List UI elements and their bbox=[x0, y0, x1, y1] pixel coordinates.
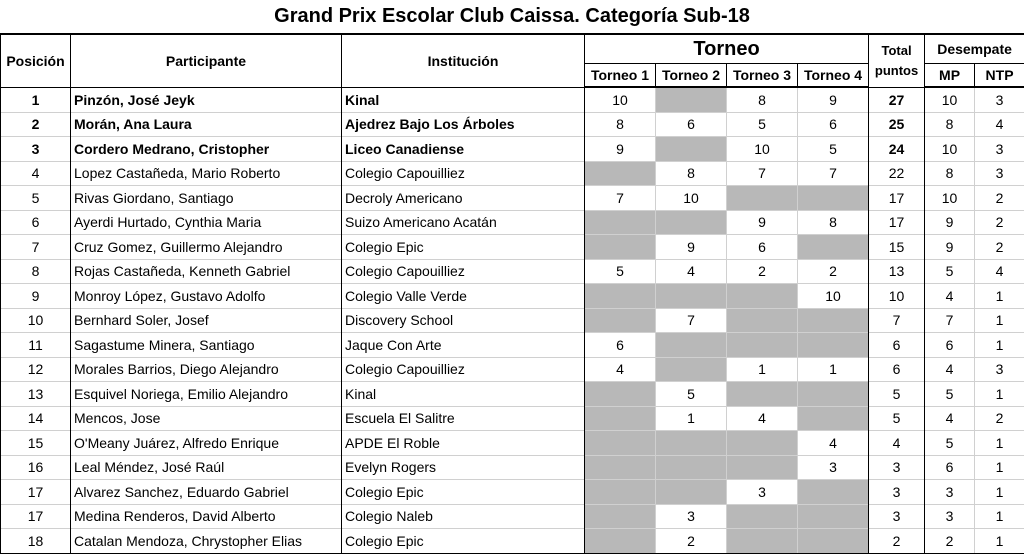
cell-torneo-2: 2 bbox=[656, 529, 727, 554]
table-row bbox=[1, 186, 1024, 211]
cell-ntp: 1 bbox=[975, 333, 1024, 358]
cell-institucion: Colegio Epic bbox=[342, 529, 585, 554]
table-row bbox=[1, 235, 1024, 260]
cell-mp: 7 bbox=[925, 308, 975, 333]
cell-ntp: 1 bbox=[975, 504, 1024, 529]
page-title: Grand Prix Escolar Club Caissa. Categoría Sub-18 bbox=[0, 0, 1024, 34]
cell-ntp: 1 bbox=[975, 382, 1024, 407]
cell-torneo-2: 6 bbox=[656, 112, 727, 137]
header-torneo-2: Torneo 2 bbox=[656, 64, 727, 88]
cell-torneo-1: 6 bbox=[585, 333, 656, 358]
cell-ntp: 1 bbox=[975, 480, 1024, 505]
cell-posicion: 12 bbox=[1, 357, 71, 382]
cell-posicion: 17 bbox=[1, 480, 71, 505]
cell-torneo-1 bbox=[585, 480, 656, 505]
cell-total-puntos: 24 bbox=[869, 137, 925, 162]
cell-posicion: 15 bbox=[1, 431, 71, 456]
cell-torneo-2: 5 bbox=[656, 382, 727, 407]
cell-institucion: Colegio Epic bbox=[342, 235, 585, 260]
cell-torneo-1 bbox=[585, 455, 656, 480]
header-mp: MP bbox=[925, 64, 975, 88]
cell-ntp: 2 bbox=[975, 235, 1024, 260]
cell-torneo-2 bbox=[656, 137, 727, 162]
cell-torneo-4: 3 bbox=[798, 455, 869, 480]
cell-participante: Bernhard Soler, Josef bbox=[71, 308, 342, 333]
cell-torneo-4: 10 bbox=[798, 284, 869, 309]
cell-posicion: 5 bbox=[1, 186, 71, 211]
cell-torneo-2 bbox=[656, 480, 727, 505]
cell-torneo-4 bbox=[798, 504, 869, 529]
table-row bbox=[1, 455, 1024, 480]
cell-ntp: 1 bbox=[975, 529, 1024, 554]
header-torneo: Torneo bbox=[585, 35, 869, 64]
cell-institucion: Evelyn Rogers bbox=[342, 455, 585, 480]
cell-torneo-3 bbox=[727, 504, 798, 529]
cell-ntp: 3 bbox=[975, 357, 1024, 382]
cell-torneo-4 bbox=[798, 186, 869, 211]
cell-mp: 10 bbox=[925, 87, 975, 112]
cell-participante: Monroy López, Gustavo Adolfo bbox=[71, 284, 342, 309]
cell-torneo-1 bbox=[585, 235, 656, 260]
cell-torneo-2 bbox=[656, 431, 727, 456]
table-row bbox=[1, 504, 1024, 529]
cell-institucion: Kinal bbox=[342, 87, 585, 112]
header-desempate: Desempate bbox=[925, 35, 1024, 64]
cell-torneo-3 bbox=[727, 284, 798, 309]
cell-posicion: 10 bbox=[1, 308, 71, 333]
cell-torneo-1 bbox=[585, 529, 656, 554]
cell-participante: Cordero Medrano, Cristopher bbox=[71, 137, 342, 162]
cell-torneo-2: 4 bbox=[656, 259, 727, 284]
cell-torneo-3: 10 bbox=[727, 137, 798, 162]
cell-institucion: Suizo Americano Acatán bbox=[342, 210, 585, 235]
cell-participante: Morales Barrios, Diego Alejandro bbox=[71, 357, 342, 382]
cell-torneo-1 bbox=[585, 210, 656, 235]
cell-total-puntos: 13 bbox=[869, 259, 925, 284]
header-institucion: Institución bbox=[342, 35, 585, 88]
cell-torneo-3: 4 bbox=[727, 406, 798, 431]
cell-torneo-4: 9 bbox=[798, 87, 869, 112]
cell-participante: Medina Renderos, David Alberto bbox=[71, 504, 342, 529]
cell-torneo-4: 7 bbox=[798, 161, 869, 186]
table-row bbox=[1, 137, 1024, 162]
table-row bbox=[1, 87, 1024, 112]
cell-torneo-2: 9 bbox=[656, 235, 727, 260]
cell-ntp: 1 bbox=[975, 308, 1024, 333]
cell-torneo-1 bbox=[585, 406, 656, 431]
cell-total-puntos: 6 bbox=[869, 357, 925, 382]
cell-total-puntos: 17 bbox=[869, 186, 925, 211]
table-row bbox=[1, 480, 1024, 505]
cell-posicion: 4 bbox=[1, 161, 71, 186]
cell-torneo-3: 3 bbox=[727, 480, 798, 505]
cell-torneo-3: 5 bbox=[727, 112, 798, 137]
table-row bbox=[1, 112, 1024, 137]
cell-participante: Morán, Ana Laura bbox=[71, 112, 342, 137]
cell-ntp: 1 bbox=[975, 455, 1024, 480]
cell-total-puntos: 3 bbox=[869, 504, 925, 529]
table-row bbox=[1, 259, 1024, 284]
cell-total-puntos: 27 bbox=[869, 87, 925, 112]
cell-total-puntos: 5 bbox=[869, 382, 925, 407]
cell-torneo-1 bbox=[585, 382, 656, 407]
cell-mp: 9 bbox=[925, 235, 975, 260]
cell-ntp: 2 bbox=[975, 210, 1024, 235]
cell-posicion: 9 bbox=[1, 284, 71, 309]
standings-table bbox=[0, 34, 1024, 554]
cell-participante: Lopez Castañeda, Mario Roberto bbox=[71, 161, 342, 186]
cell-torneo-2: 1 bbox=[656, 406, 727, 431]
cell-mp: 2 bbox=[925, 529, 975, 554]
cell-torneo-4: 5 bbox=[798, 137, 869, 162]
cell-torneo-3 bbox=[727, 382, 798, 407]
cell-posicion: 2 bbox=[1, 112, 71, 137]
cell-torneo-4: 1 bbox=[798, 357, 869, 382]
cell-ntp: 1 bbox=[975, 284, 1024, 309]
header-posicion: Posición bbox=[1, 35, 71, 88]
table-row bbox=[1, 284, 1024, 309]
cell-posicion: 13 bbox=[1, 382, 71, 407]
table-row bbox=[1, 357, 1024, 382]
cell-mp: 6 bbox=[925, 455, 975, 480]
cell-total-puntos: 3 bbox=[869, 480, 925, 505]
cell-mp: 5 bbox=[925, 382, 975, 407]
cell-institucion: Liceo Canadiense bbox=[342, 137, 585, 162]
cell-participante: Cruz Gomez, Guillermo Alejandro bbox=[71, 235, 342, 260]
cell-torneo-1: 5 bbox=[585, 259, 656, 284]
header-participante: Participante bbox=[71, 35, 342, 88]
cell-total-puntos: 3 bbox=[869, 455, 925, 480]
cell-posicion: 11 bbox=[1, 333, 71, 358]
cell-participante: Leal Méndez, José Raúl bbox=[71, 455, 342, 480]
cell-ntp: 3 bbox=[975, 137, 1024, 162]
cell-institucion: Colegio Capouilliez bbox=[342, 161, 585, 186]
cell-posicion: 6 bbox=[1, 210, 71, 235]
cell-mp: 5 bbox=[925, 431, 975, 456]
cell-mp: 3 bbox=[925, 504, 975, 529]
cell-torneo-1 bbox=[585, 161, 656, 186]
cell-institucion: Escuela El Salitre bbox=[342, 406, 585, 431]
cell-torneo-2: 8 bbox=[656, 161, 727, 186]
cell-ntp: 1 bbox=[975, 431, 1024, 456]
cell-mp: 10 bbox=[925, 186, 975, 211]
cell-ntp: 2 bbox=[975, 186, 1024, 211]
header-torneo-1: Torneo 1 bbox=[585, 64, 656, 88]
cell-institucion: Colegio Capouilliez bbox=[342, 357, 585, 382]
cell-mp: 4 bbox=[925, 284, 975, 309]
cell-torneo-2: 10 bbox=[656, 186, 727, 211]
header-total-puntos: Total puntos bbox=[869, 35, 925, 88]
cell-institucion: Colegio Epic bbox=[342, 480, 585, 505]
cell-total-puntos: 2 bbox=[869, 529, 925, 554]
cell-institucion: Colegio Capouilliez bbox=[342, 259, 585, 284]
cell-torneo-3 bbox=[727, 186, 798, 211]
cell-total-puntos: 15 bbox=[869, 235, 925, 260]
cell-torneo-4: 4 bbox=[798, 431, 869, 456]
cell-torneo-4: 6 bbox=[798, 112, 869, 137]
cell-torneo-4 bbox=[798, 382, 869, 407]
cell-torneo-1 bbox=[585, 431, 656, 456]
cell-torneo-2 bbox=[656, 284, 727, 309]
cell-participante: Ayerdi Hurtado, Cynthia Maria bbox=[71, 210, 342, 235]
cell-institucion: Jaque Con Arte bbox=[342, 333, 585, 358]
cell-torneo-3 bbox=[727, 333, 798, 358]
cell-torneo-1: 8 bbox=[585, 112, 656, 137]
cell-participante: Alvarez Sanchez, Eduardo Gabriel bbox=[71, 480, 342, 505]
cell-total-puntos: 7 bbox=[869, 308, 925, 333]
cell-ntp: 4 bbox=[975, 259, 1024, 284]
cell-mp: 10 bbox=[925, 137, 975, 162]
cell-torneo-1 bbox=[585, 308, 656, 333]
cell-torneo-3 bbox=[727, 529, 798, 554]
cell-participante: Rivas Giordano, Santiago bbox=[71, 186, 342, 211]
header-torneo-4: Torneo 4 bbox=[798, 64, 869, 88]
table-row bbox=[1, 161, 1024, 186]
cell-torneo-3: 2 bbox=[727, 259, 798, 284]
table-row bbox=[1, 529, 1024, 554]
cell-total-puntos: 17 bbox=[869, 210, 925, 235]
cell-total-puntos: 22 bbox=[869, 161, 925, 186]
cell-participante: O'Meany Juárez, Alfredo Enrique bbox=[71, 431, 342, 456]
cell-posicion: 8 bbox=[1, 259, 71, 284]
cell-participante: Rojas Castañeda, Kenneth Gabriel bbox=[71, 259, 342, 284]
cell-mp: 3 bbox=[925, 480, 975, 505]
cell-torneo-3 bbox=[727, 308, 798, 333]
cell-torneo-4: 2 bbox=[798, 259, 869, 284]
cell-torneo-4 bbox=[798, 308, 869, 333]
cell-institucion: Ajedrez Bajo Los Árboles bbox=[342, 112, 585, 137]
cell-institucion: Colegio Naleb bbox=[342, 504, 585, 529]
cell-institucion: Colegio Valle Verde bbox=[342, 284, 585, 309]
cell-mp: 8 bbox=[925, 161, 975, 186]
cell-torneo-4 bbox=[798, 480, 869, 505]
table-row bbox=[1, 382, 1024, 407]
cell-ntp: 4 bbox=[975, 112, 1024, 137]
cell-torneo-1: 4 bbox=[585, 357, 656, 382]
cell-posicion: 18 bbox=[1, 529, 71, 554]
cell-institucion: Discovery School bbox=[342, 308, 585, 333]
cell-torneo-2: 3 bbox=[656, 504, 727, 529]
cell-posicion: 3 bbox=[1, 137, 71, 162]
cell-participante: Mencos, Jose bbox=[71, 406, 342, 431]
cell-mp: 4 bbox=[925, 406, 975, 431]
table-row bbox=[1, 406, 1024, 431]
cell-torneo-1: 7 bbox=[585, 186, 656, 211]
cell-posicion: 1 bbox=[1, 87, 71, 112]
table-row bbox=[1, 210, 1024, 235]
cell-torneo-3: 7 bbox=[727, 161, 798, 186]
cell-ntp: 3 bbox=[975, 161, 1024, 186]
cell-torneo-1: 10 bbox=[585, 87, 656, 112]
cell-posicion: 14 bbox=[1, 406, 71, 431]
cell-participante: Catalan Mendoza, Chrystopher Elias bbox=[71, 529, 342, 554]
cell-torneo-3: 8 bbox=[727, 87, 798, 112]
cell-mp: 4 bbox=[925, 357, 975, 382]
cell-torneo-2 bbox=[656, 333, 727, 358]
table-row bbox=[1, 333, 1024, 358]
cell-torneo-4 bbox=[798, 529, 869, 554]
cell-ntp: 3 bbox=[975, 87, 1024, 112]
cell-posicion: 17 bbox=[1, 504, 71, 529]
cell-institucion: Decroly Americano bbox=[342, 186, 585, 211]
cell-torneo-3 bbox=[727, 431, 798, 456]
cell-total-puntos: 6 bbox=[869, 333, 925, 358]
cell-torneo-4 bbox=[798, 333, 869, 358]
cell-institucion: APDE El Roble bbox=[342, 431, 585, 456]
table-row bbox=[1, 308, 1024, 333]
header-torneo-3: Torneo 3 bbox=[727, 64, 798, 88]
cell-participante: Pinzón, José Jeyk bbox=[71, 87, 342, 112]
cell-ntp: 2 bbox=[975, 406, 1024, 431]
cell-torneo-2 bbox=[656, 455, 727, 480]
cell-torneo-2 bbox=[656, 87, 727, 112]
cell-total-puntos: 5 bbox=[869, 406, 925, 431]
cell-torneo-2 bbox=[656, 357, 727, 382]
cell-torneo-4: 8 bbox=[798, 210, 869, 235]
cell-torneo-4 bbox=[798, 406, 869, 431]
cell-torneo-1 bbox=[585, 284, 656, 309]
cell-mp: 5 bbox=[925, 259, 975, 284]
table-row bbox=[1, 431, 1024, 456]
cell-torneo-2 bbox=[656, 210, 727, 235]
header-ntp: NTP bbox=[975, 64, 1024, 88]
cell-posicion: 7 bbox=[1, 235, 71, 260]
cell-torneo-1: 9 bbox=[585, 137, 656, 162]
cell-torneo-3 bbox=[727, 455, 798, 480]
cell-torneo-3: 6 bbox=[727, 235, 798, 260]
cell-participante: Esquivel Noriega, Emilio Alejandro bbox=[71, 382, 342, 407]
cell-total-puntos: 25 bbox=[869, 112, 925, 137]
cell-total-puntos: 10 bbox=[869, 284, 925, 309]
cell-posicion: 16 bbox=[1, 455, 71, 480]
cell-torneo-3: 1 bbox=[727, 357, 798, 382]
cell-torneo-1 bbox=[585, 504, 656, 529]
cell-torneo-3: 9 bbox=[727, 210, 798, 235]
cell-total-puntos: 4 bbox=[869, 431, 925, 456]
cell-institucion: Kinal bbox=[342, 382, 585, 407]
cell-participante: Sagastume Minera, Santiago bbox=[71, 333, 342, 358]
cell-mp: 9 bbox=[925, 210, 975, 235]
cell-mp: 6 bbox=[925, 333, 975, 358]
cell-mp: 8 bbox=[925, 112, 975, 137]
cell-torneo-4 bbox=[798, 235, 869, 260]
cell-torneo-2: 7 bbox=[656, 308, 727, 333]
